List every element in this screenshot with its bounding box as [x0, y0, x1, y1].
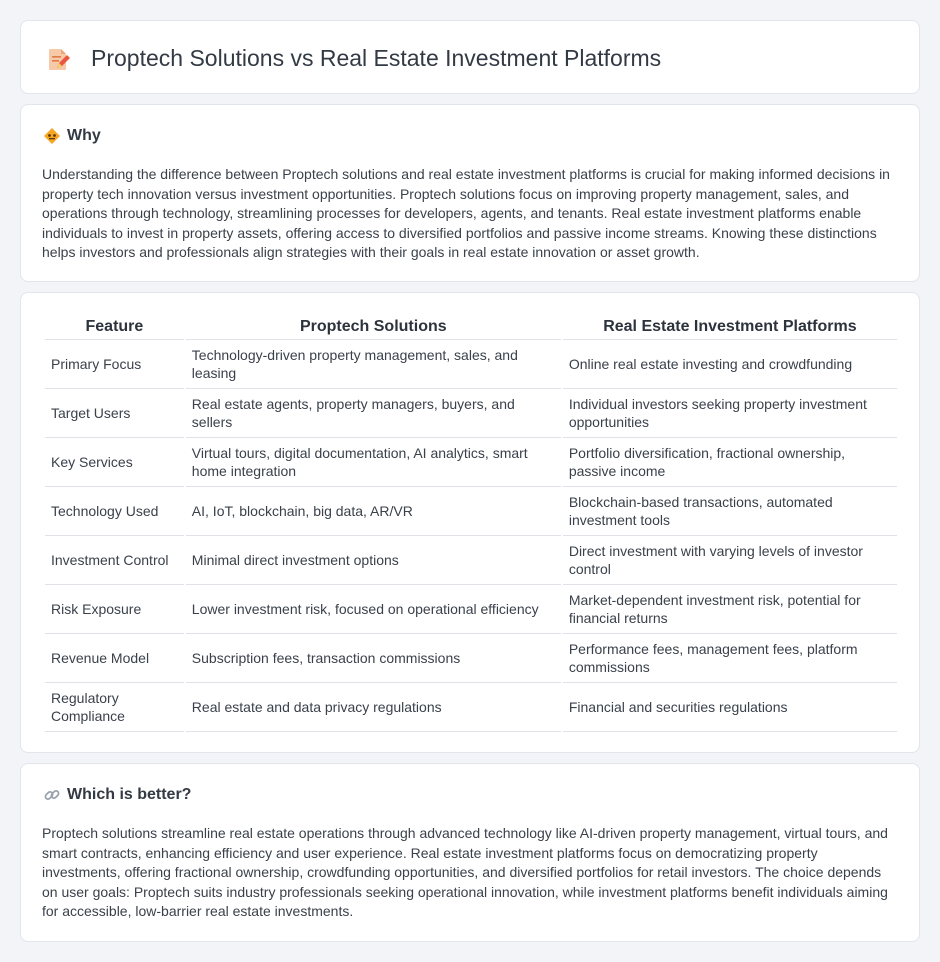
why-card [20, 104, 920, 282]
table-row [45, 389, 897, 438]
why-text: Understanding the difference between Proptech solutions and real estate investment platforms is crucial for making informed decisions in property tech innovation versus investment opportunities. Proptech solutions focus on improving property management, sales, and operations through technology, streamlining processes for developers, agents, and tenants. Real estate investment platforms enable individuals to invest in property assets, offering access to diversified portfolios and passive income streams. Knowing these distinctions helps investors and professionals align strategies with their goals in real estate innovation or asset growth. [42, 166, 890, 260]
column-header-feature: Feature [45, 314, 184, 340]
table-row [45, 683, 897, 732]
feature-cell: Risk Exposure [45, 585, 184, 634]
proptech-cell: Lower investment risk, focused on operational efficiency [186, 585, 561, 634]
table-row [45, 340, 897, 389]
platform-cell: Market-dependent investment risk, potential for financial returns [563, 585, 897, 634]
proptech-cell: Virtual tours, digital documentation, AI analytics, smart home integration [186, 438, 561, 487]
which-better-text: Proptech solutions streamline real estate operations through advanced technology like AI-driven property management, virtual tours, and smart contracts, enhancing efficiency and user experience. Real estate investment platforms focus on democratizing property investments, offering fractional ownership, crowdfunding opportunities, and diversified portfolios for retail investors. The choice depends on user goals: Proptech suits industry professionals seeking operational innovation, while investment platforms benefit individuals aiming for accessible, low-barrier real estate investments. [42, 825, 888, 919]
platform-cell: Blockchain-based transactions, automated investment tools [563, 487, 897, 536]
link-icon [43, 786, 61, 804]
title-card [20, 20, 920, 94]
column-header-proptech: Proptech Solutions [186, 314, 561, 340]
feature-cell: Revenue Model [45, 634, 184, 683]
why-heading [43, 127, 101, 145]
which-better-title: Which is better? [67, 786, 192, 803]
proptech-cell: Minimal direct investment options [186, 536, 561, 585]
proptech-cell: AI, IoT, blockchain, big data, AR/VR [186, 487, 561, 536]
feature-cell: Target Users [45, 389, 184, 438]
proptech-cell: Real estate and data privacy regulations [186, 683, 561, 732]
feature-cell: Investment Control [45, 536, 184, 585]
feature-cell: Regulatory Compliance [45, 683, 184, 732]
which-better-card [20, 763, 920, 942]
which-better-heading [43, 786, 191, 804]
title-row [45, 45, 661, 72]
table-row [45, 536, 897, 585]
platform-cell: Performance fees, management fees, platform commissions [563, 634, 897, 683]
table-row [45, 487, 897, 536]
feature-cell: Primary Focus [45, 340, 184, 389]
table-row [45, 634, 897, 683]
page-title: Proptech Solutions vs Real Estate Investment Platforms [91, 45, 662, 71]
comparison-card [20, 292, 920, 753]
proptech-cell: Real estate agents, property managers, buyers, and sellers [186, 389, 561, 438]
table-header-row [45, 314, 897, 340]
proptech-cell: Subscription fees, transaction commissions [186, 634, 561, 683]
platform-cell: Individual investors seeking property investment opportunities [563, 389, 897, 438]
table-row [45, 585, 897, 634]
table-row [45, 438, 897, 487]
document-edit-icon [45, 46, 71, 72]
feature-cell: Technology Used [45, 487, 184, 536]
why-title: Why [67, 127, 101, 144]
comparison-table [43, 314, 899, 732]
platform-cell: Online real estate investing and crowdfunding [563, 340, 897, 389]
proptech-cell: Technology-driven property management, sales, and leasing [186, 340, 561, 389]
info-diamond-icon [43, 127, 61, 145]
platform-cell: Portfolio diversification, fractional ownership, passive income [563, 438, 897, 487]
column-header-investment-platforms: Real Estate Investment Platforms [563, 314, 897, 340]
platform-cell: Direct investment with varying levels of investor control [563, 536, 897, 585]
platform-cell: Financial and securities regulations [563, 683, 897, 732]
feature-cell: Key Services [45, 438, 184, 487]
